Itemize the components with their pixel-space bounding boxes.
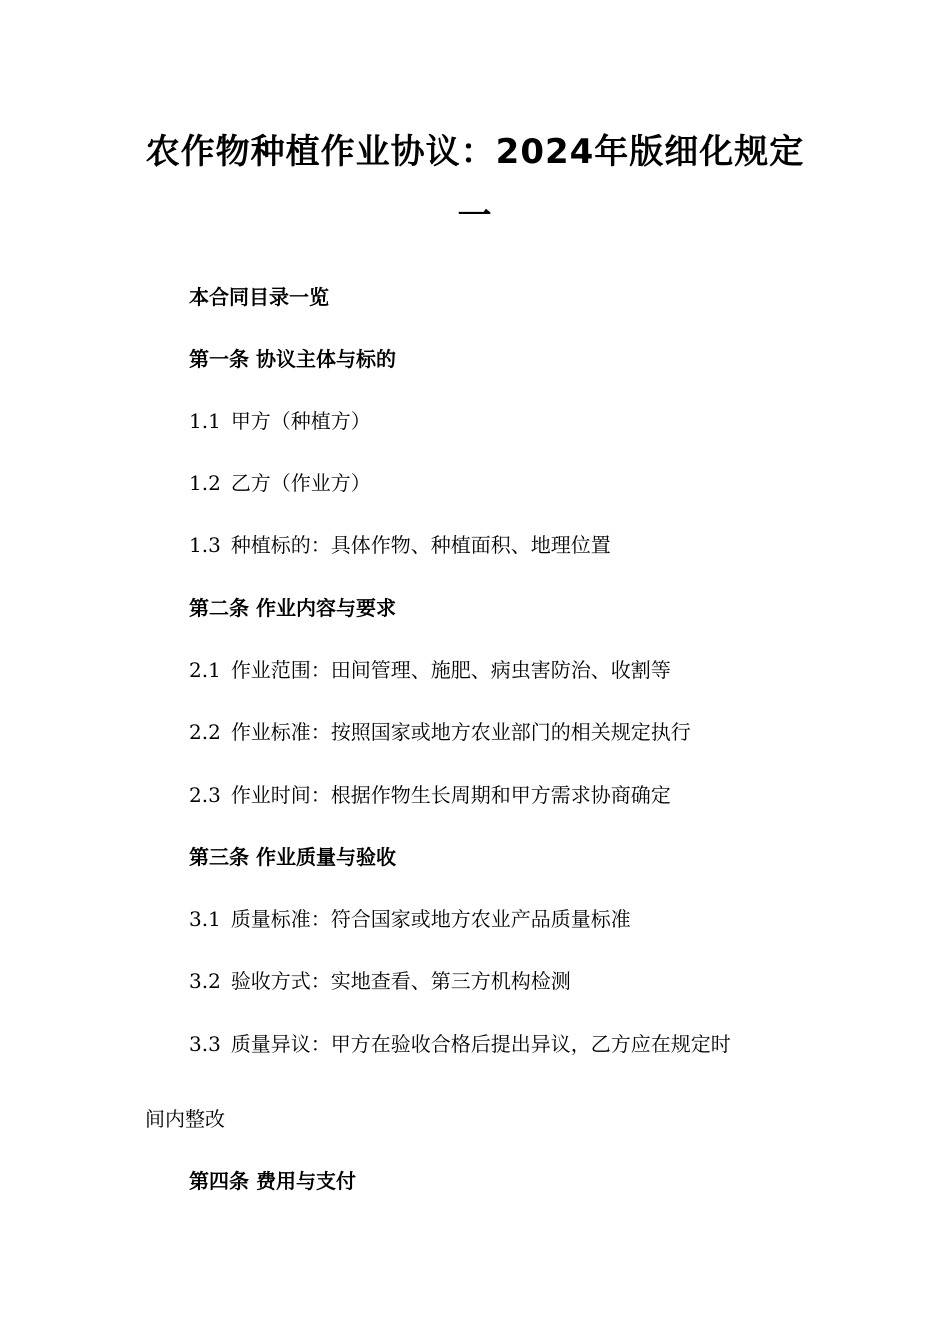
section-heading-1: 第一条 协议主体与标的 xyxy=(189,347,396,371)
clause-2-3 xyxy=(189,782,671,808)
document-title: 农作物种植作业协议：2024年版细化规定 xyxy=(145,132,805,172)
section-heading-2: 第二条 作业内容与要求 xyxy=(189,596,396,620)
clause-number: 2.1 xyxy=(189,658,221,682)
clause-3-2 xyxy=(189,968,571,994)
clause-text: 甲方（种植方） xyxy=(230,409,371,433)
clause-number: 3.1 xyxy=(189,907,221,931)
clause-1-3 xyxy=(189,532,611,558)
clause-text: 作业时间：根据作物生长周期和甲方需求协商确定 xyxy=(230,783,671,807)
clause-2-2 xyxy=(189,719,691,745)
clause-number: 1.2 xyxy=(189,471,221,495)
clause-number: 3.3 xyxy=(189,1032,221,1056)
clause-number: 1.3 xyxy=(189,533,221,557)
clause-text: 作业范围：田间管理、施肥、病虫害防治、收割等 xyxy=(230,658,671,682)
section-heading-4: 第四条 费用与支付 xyxy=(189,1169,356,1193)
clause-text: 质量标准：符合国家或地方农业产品质量标准 xyxy=(230,907,631,931)
clause-3-1 xyxy=(189,906,631,932)
clause-text: 验收方式：实地查看、第三方机构检测 xyxy=(230,969,571,993)
clause-3-3-continuation: 间内整改 xyxy=(145,1107,225,1131)
document-title-continuation: 一 xyxy=(457,196,493,236)
clause-2-1 xyxy=(189,657,671,683)
clause-3-3 xyxy=(189,1031,731,1057)
clause-text: 种植标的：具体作物、种植面积、地理位置 xyxy=(230,533,611,557)
clause-number: 3.2 xyxy=(189,969,221,993)
clause-number: 1.1 xyxy=(189,409,221,433)
clause-number: 2.2 xyxy=(189,720,221,744)
clause-1-1 xyxy=(189,408,371,434)
clause-text: 作业标准：按照国家或地方农业部门的相关规定执行 xyxy=(230,720,691,744)
toc-heading: 本合同目录一览 xyxy=(189,285,329,309)
clause-1-2 xyxy=(189,470,371,496)
clause-text: 乙方（作业方） xyxy=(230,471,371,495)
section-heading-3: 第三条 作业质量与验收 xyxy=(189,845,396,869)
clause-text: 质量异议：甲方在验收合格后提出异议，乙方应在规定时 xyxy=(230,1032,731,1056)
clause-number: 2.3 xyxy=(189,783,221,807)
